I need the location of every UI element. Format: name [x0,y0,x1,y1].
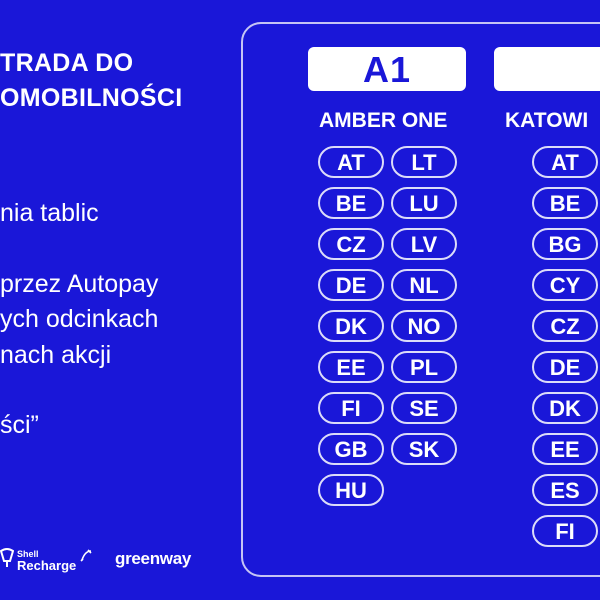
shell-recharge-logo [17,548,76,572]
country-pill-katowice: DK [532,392,598,424]
column-title-amber-one: AMBER ONE [319,109,448,132]
body-line-3: ych odcinkach [0,305,159,333]
body-line-2: przez Autopay [0,270,159,298]
country-pill-a1: HU [318,474,384,506]
plug-icon [79,549,93,563]
country-pill-katowice: AT [532,146,598,178]
country-pill-a1: NL [391,269,457,301]
heading-line-1: TRADA DO [0,49,134,77]
body-line-4: nach akcji [0,341,112,369]
shell-logo-text: Shell [17,549,39,559]
country-pill-a1: LU [391,187,457,219]
country-pill-a1: AT [318,146,384,178]
country-pill-a1: FI [318,392,384,424]
greenway-logo: greenway [115,549,192,568]
page-heading [0,46,182,116]
country-pill-katowice: FI [532,515,598,547]
country-pill-katowice: CY [532,269,598,301]
country-pill-a1: NO [391,310,457,342]
country-pill-a1: LV [391,228,457,260]
country-pill-katowice: DE [532,351,598,383]
country-pill-a1: SE [391,392,457,424]
country-pill-katowice: EE [532,433,598,465]
country-pill-katowice: ES [532,474,598,506]
heading-line-2: OMOBILNOŚCI [0,84,183,112]
shell-logo-icon [0,547,14,569]
recharge-logo-text: Recharge [17,558,77,573]
body-line-5: ści” [0,411,39,439]
country-pill-a1: DE [318,269,384,301]
body-line-1: nia tablic [0,199,99,227]
country-pill-a1: GB [318,433,384,465]
country-pill-a1: SK [391,433,457,465]
road-badge-katowice [494,47,600,91]
country-pill-a1: LT [391,146,457,178]
column-title-katowice: KATOWI [505,109,589,132]
country-pill-a1: EE [318,351,384,383]
country-pill-katowice: CZ [532,310,598,342]
country-pill-a1: DK [318,310,384,342]
country-pill-a1: PL [391,351,457,383]
country-pill-katowice: BG [532,228,598,260]
country-pill-a1: BE [318,187,384,219]
country-pill-a1: CZ [318,228,384,260]
country-pill-katowice: BE [532,187,598,219]
road-badge-a1: A1 [308,47,466,91]
